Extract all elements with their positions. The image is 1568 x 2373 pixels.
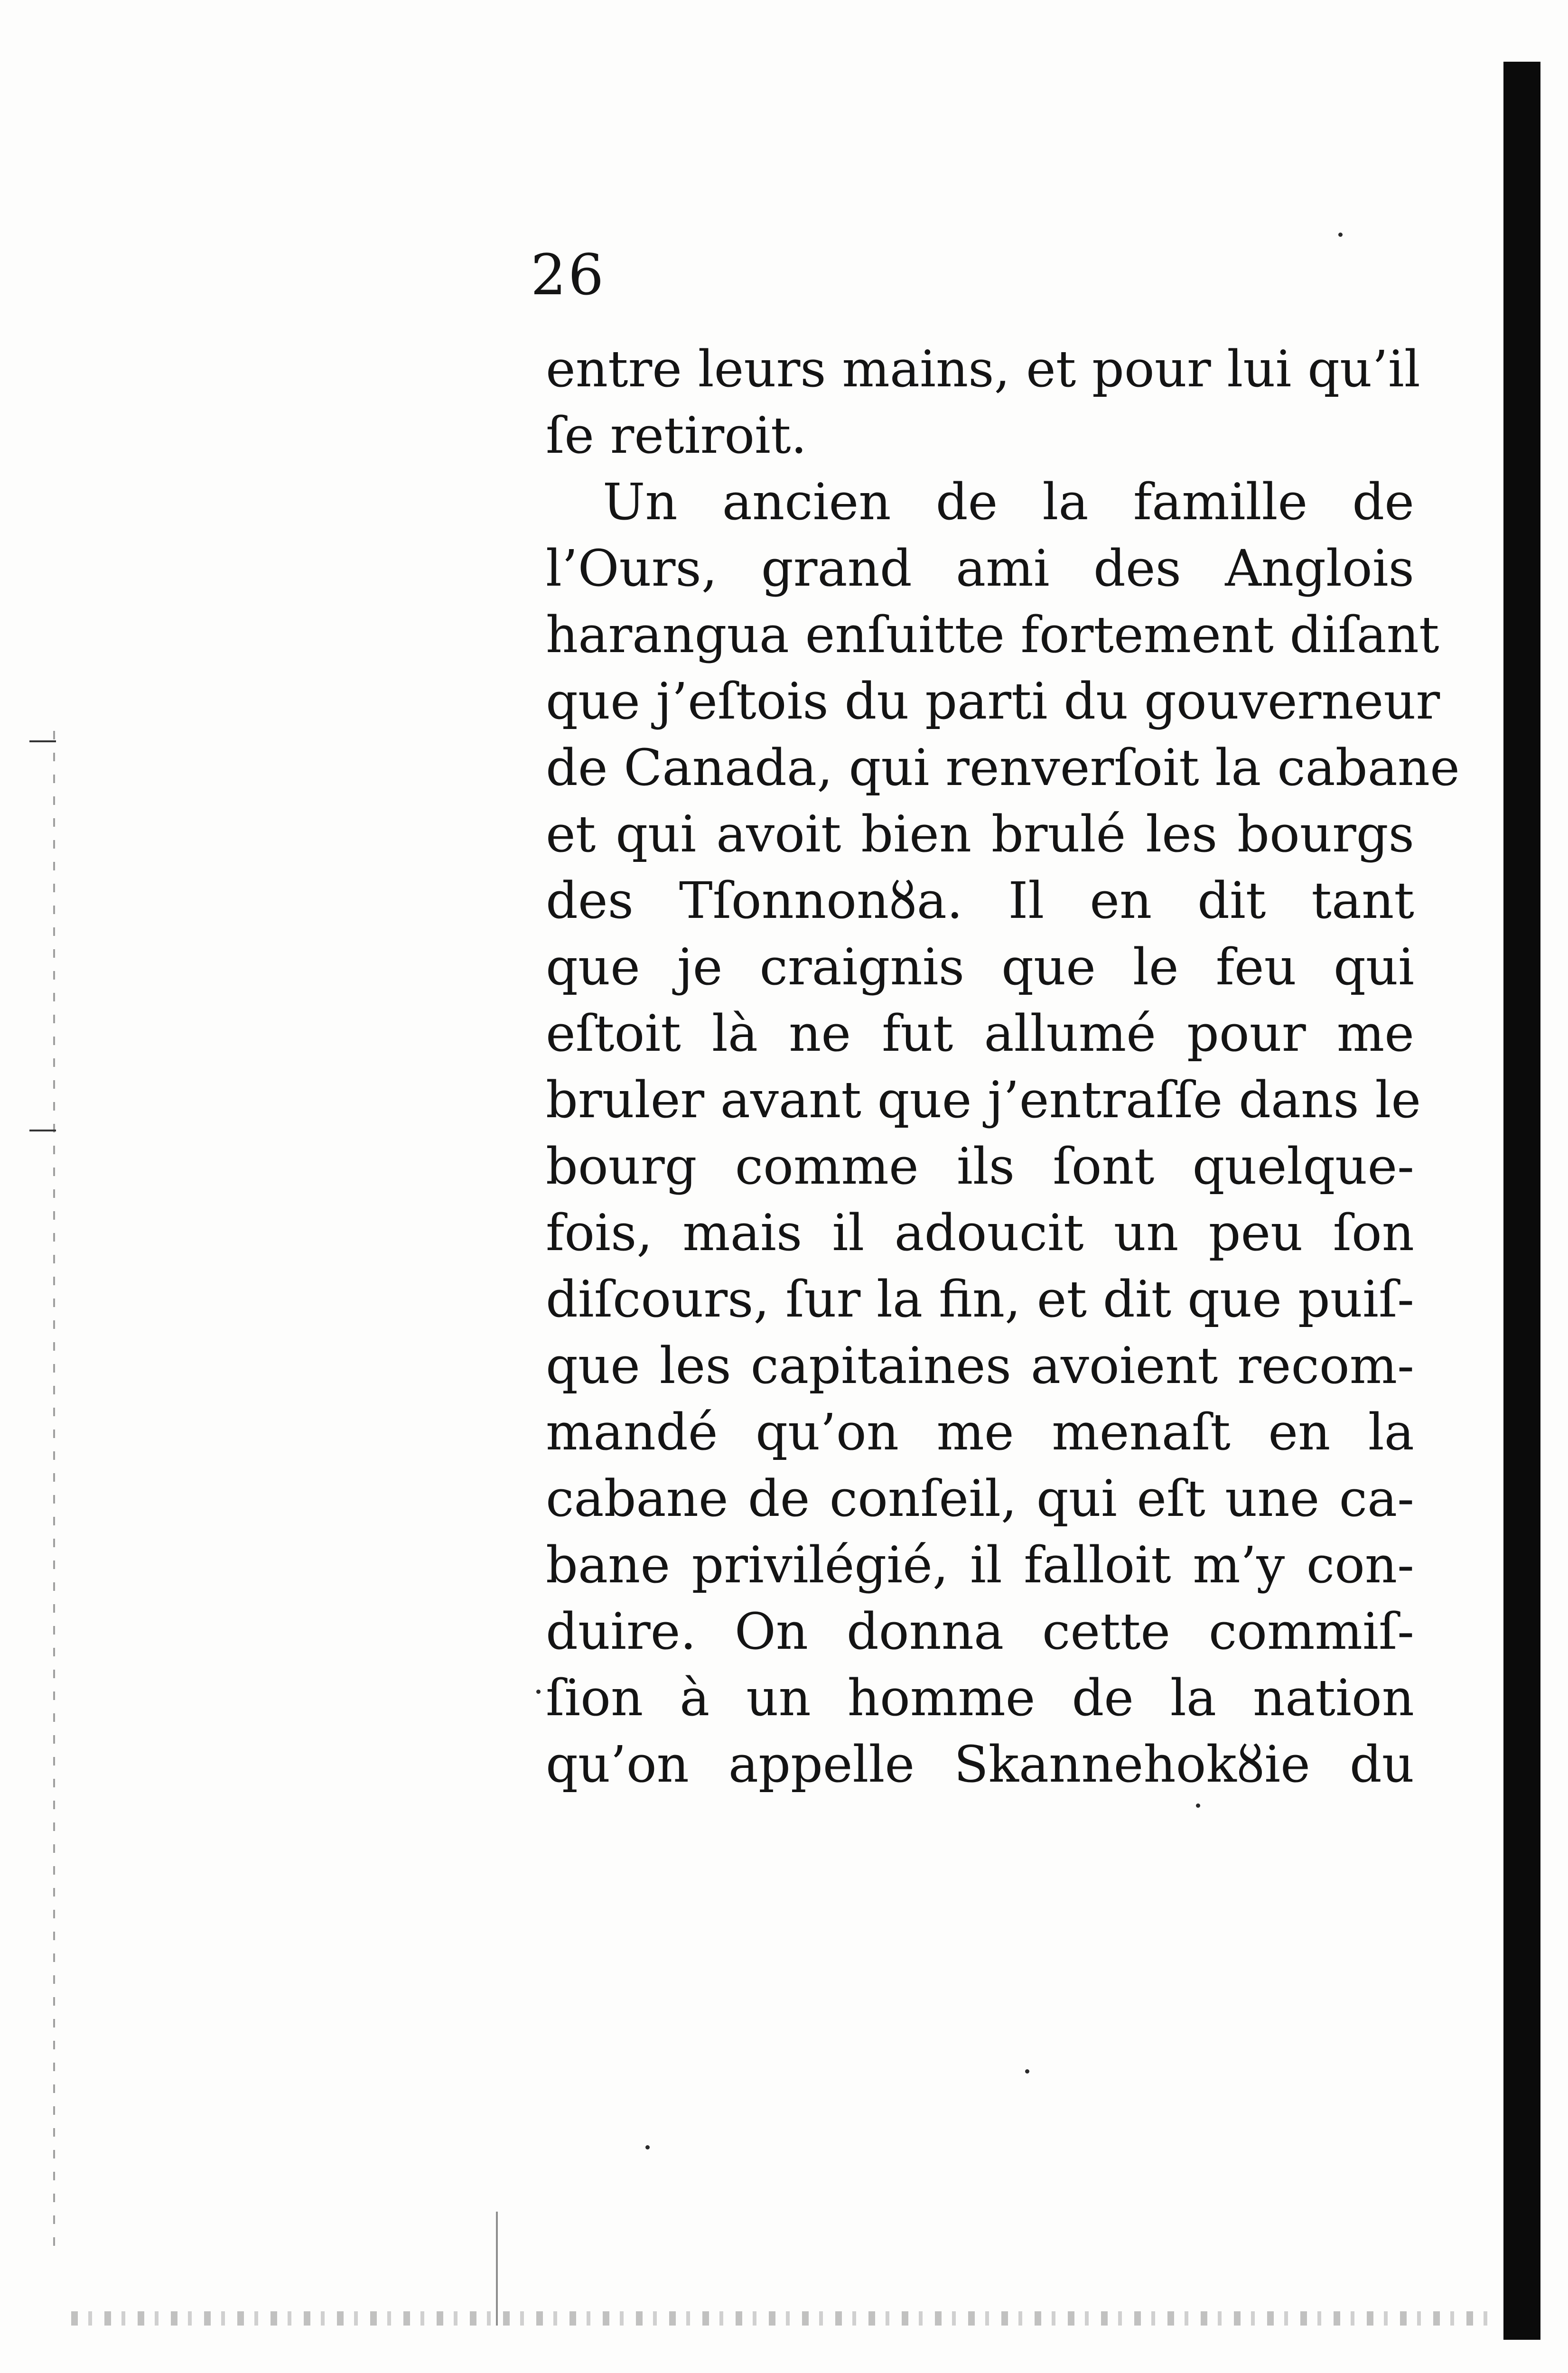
- page-number: 26: [531, 242, 606, 308]
- text-line: mandé qu’on me menaſt en la: [546, 1403, 1414, 1461]
- text-line: qu’on appelle Skannehokȣie du: [546, 1735, 1414, 1794]
- text-line: de Canada, qui renverſoit la cabane: [546, 738, 1460, 797]
- text-line: ſion à un homme de la nation: [546, 1669, 1414, 1727]
- ink-speck: [1025, 2069, 1029, 2074]
- text-line: Un ancien de la famille de: [603, 473, 1414, 531]
- ink-speck: [645, 2145, 650, 2149]
- bottom-edge-mark: [496, 2212, 498, 2326]
- text-line: entre leurs mains, et pour lui qu’il: [546, 340, 1420, 398]
- text-line: eſtoit là ne fut allumé pour me: [546, 1004, 1414, 1063]
- text-line: des Tſonnonȣa. Il en dit tant: [546, 871, 1414, 930]
- text-line: que je craignis que le feu qui: [546, 938, 1414, 996]
- text-line: harangua enſuitte fortement diſant: [546, 606, 1439, 664]
- text-line: bane privilégié, il falloit m’y con-: [546, 1536, 1414, 1594]
- bottom-edge-marks: [71, 2311, 1495, 2326]
- text-line: l’Ours, grand ami des Anglois: [546, 539, 1414, 598]
- ink-speck: [536, 1690, 541, 1694]
- body-text: [546, 336, 1460, 1798]
- text-line: que les capitaines avoient recom-: [546, 1336, 1414, 1395]
- gutter-tick: [29, 1130, 56, 1131]
- gutter-line: [53, 731, 55, 2250]
- text-line: duire. On donna cette commiſ-: [546, 1602, 1414, 1661]
- text-line: bourg comme ils ſont quelque-: [546, 1137, 1414, 1196]
- text-line: fois, mais il adoucit un peu ſon: [546, 1204, 1414, 1262]
- text-line: cabane de conſeil, qui eſt une ca-: [546, 1469, 1414, 1528]
- ink-speck: [1338, 233, 1343, 237]
- text-line: et qui avoit bien brulé les bourgs: [546, 805, 1414, 863]
- text-line: que j’eſtois du parti du gouverneur: [546, 672, 1440, 730]
- ink-speck: [1196, 1803, 1200, 1808]
- text-line: bruler avant que j’entraſſe dans le: [546, 1071, 1421, 1129]
- text-line: diſcours, ſur la fin, et dit que puiſ-: [546, 1270, 1414, 1328]
- gutter-tick: [29, 740, 56, 742]
- page-edge-shadow: [1503, 62, 1540, 2340]
- text-line: ſe retiroit.: [546, 406, 807, 465]
